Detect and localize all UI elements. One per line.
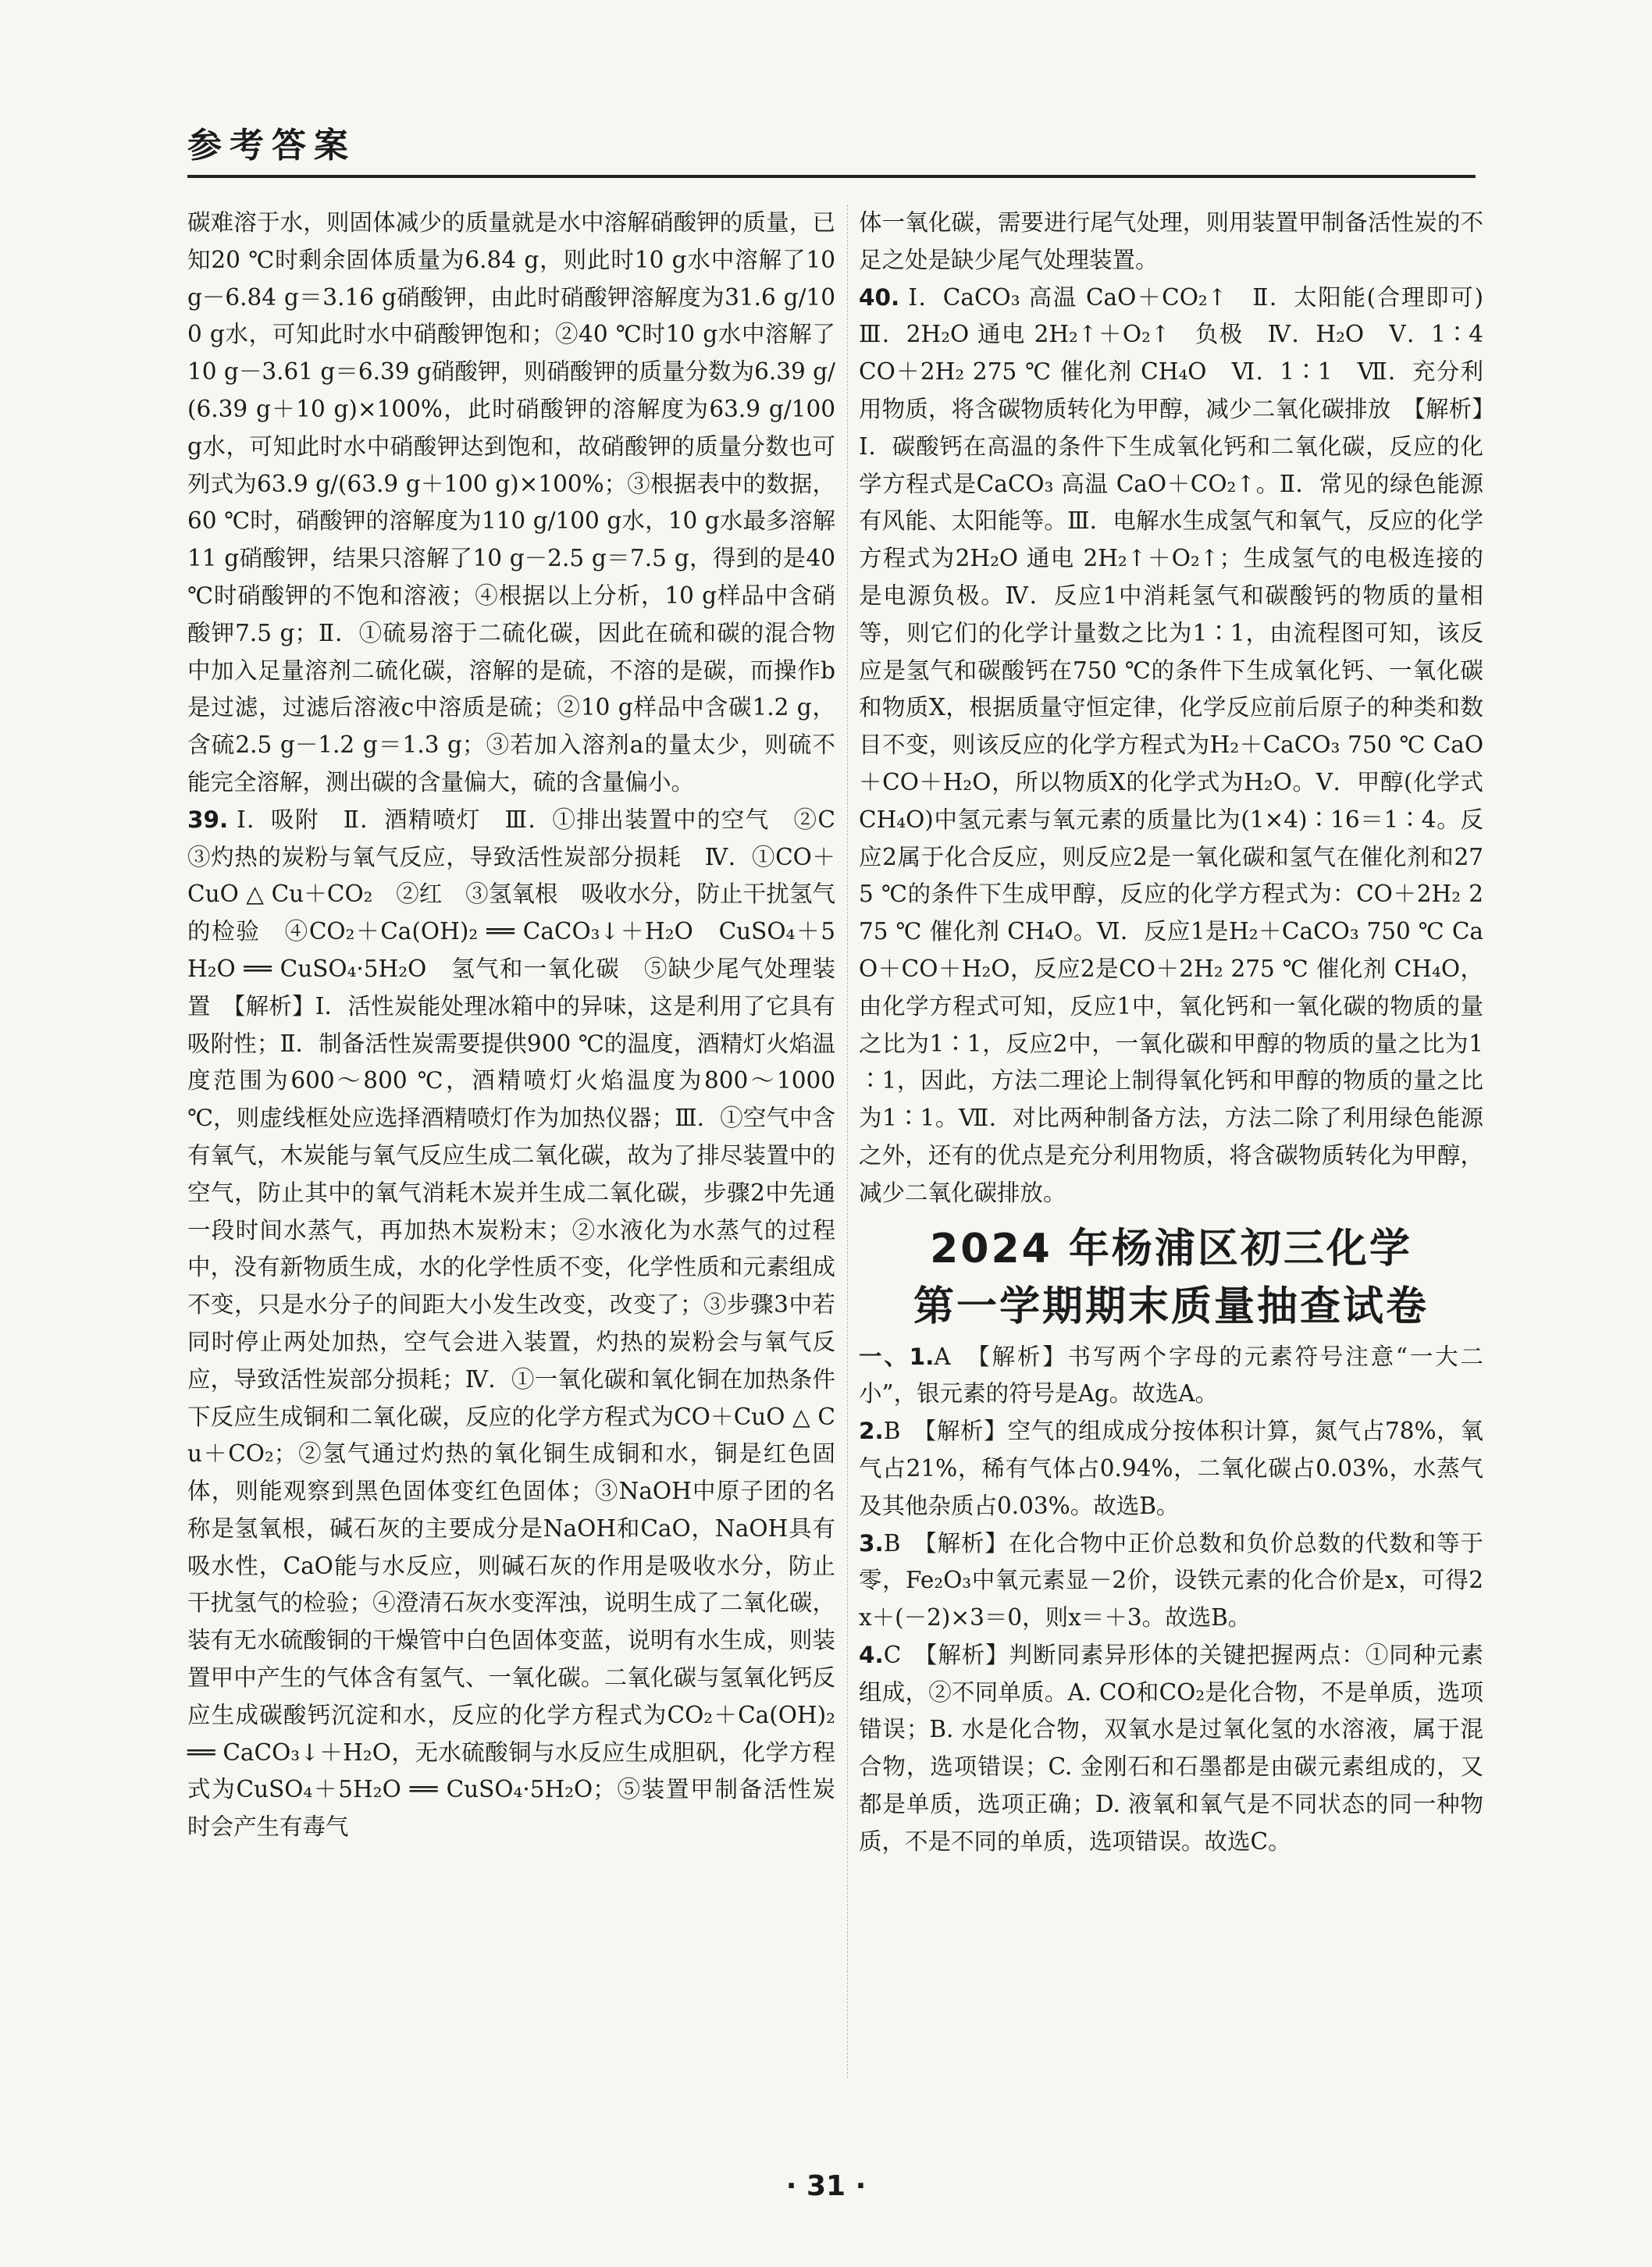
section-title-line-2: 第一学期期末质量抽查试卷: [913, 1283, 1429, 1330]
column-divider: [847, 205, 848, 2078]
question-number-2: 2.: [859, 1418, 884, 1445]
answer-39-continued: 体一氧化碳，需要进行尾气处理，则用装置甲制备活性炭的不足之处是缺少尾气处理装置。: [859, 209, 1483, 273]
answer-3-text: B 【解析】在化合物中正价总数和负价总数的代数和等于零，Fe₂O₃中氧元素显－2价，设铁元素的化合价是x，可得2x＋(－2)×3＝0，则x＝＋3。故选B。: [859, 1529, 1483, 1632]
question-number-3: 3.: [859, 1529, 884, 1557]
answer-2: [859, 1413, 1483, 1525]
question-number-39: 39.: [187, 806, 229, 833]
page-number: · 31 ·: [785, 2170, 867, 2202]
section-title-line-1: 2024 年杨浦区初三化学: [930, 1225, 1412, 1272]
question-number-1: 一、1.: [859, 1343, 935, 1370]
section-title: [859, 1220, 1483, 1336]
answer-38-continued: 碳难溶于水，则固体减少的质量就是水中溶解硝酸钾的质量，已知20 ℃时剩余固体质量为6.84 g，则此时10 g水中溶解了10 g－6.84 g＝3.16 g硝酸钾，由此时硝酸钾溶解度为31.6 g/100 g水，可知此时水中硝酸钾饱和；②40 ℃时10 g水中溶解了10 g－3.61 g＝6.39 g硝酸钾，则硝酸钾的质量分数为6.39 g/(6.39 g＋10 g)×100%，此时硝酸钾的溶解度为63.9 g/100 g水，可知此时水中硝酸钾达到饱和，故硝酸钾的质量分数也可列式为63.9 g/(63.9 g＋100 g)×100%；③根据表中的数据，60 ℃时，硝酸钾的溶解度为110 g/100 g水，10 g水最多溶解11 g硝酸钾，结果只溶解了10 g－2.5 g＝7.5 g，得到的是40 ℃时硝酸钾的不饱和溶液；④根据以上分析，10 g样品中含硝酸钾7.5 g；Ⅱ．①硫易溶于二硫化碳，因此在硫和碳的混合物中加入足量溶剂二硫化碳，溶解的是硫，不溶的是碳，而操作b是过滤，过滤后溶液c中溶质是硫；②10 g样品中含碳1.2 g，含硫2.5 g－1.2 g＝1.3 g；③若加入溶剂a的量太少，则硫不能完全溶解，测出碳的含量偏大，硫的含量偏小。: [187, 209, 835, 795]
left-column: [187, 205, 859, 2078]
answer-1-text: A 【解析】书写两个字母的元素符号注意“一大二小”，银元素的符号是Ag。故选A。: [859, 1343, 1484, 1408]
answer-3: [859, 1525, 1483, 1637]
question-number-40: 40.: [859, 283, 900, 311]
question-number-4: 4.: [859, 1641, 884, 1668]
answer-2-text: B 【解析】空气的组成成分按体积计算，氮气占78%，氧气占21%，稀有气体占0.94%，二氧化碳占0.03%，水蒸气及其他杂质占0.03%。故选B。: [859, 1418, 1483, 1519]
answer-1: [859, 1339, 1483, 1414]
answer-40: [859, 279, 1507, 1212]
answer-4: [859, 1637, 1483, 1861]
answer-40-text: Ⅰ．CaCO₃ 高温 CaO＋CO₂↑ Ⅱ．太阳能(合理即可) Ⅲ．2H₂O 通电 2H₂↑＋O₂↑ 负极 Ⅳ．H₂O Ⅴ．1∶4 CO＋2H₂ 275 ℃ 催化剂 CH₄O Ⅵ．1∶1 Ⅶ．充分利用物质，将含碳物质转化为甲醇，减少二氧化碳排放 【解析】Ⅰ．碳酸钙在高温的条件下生成氧化钙和二氧化碳，反应的化学方程式是CaCO₃ 高温 CaO＋CO₂↑。Ⅱ．常见的绿色能源有风能、太阳能等。Ⅲ．电解水生成氢气和氧气，反应的化学方程式为2H₂O 通电 2H₂↑＋O₂↑；生成氢气的电极连接的是电源负极。Ⅳ．反应1中消耗氢气和碳酸钙的物质的量相等，则它们的化学计量数之比为1∶1，由流程图可知，该反应是氢气和碳酸钙在750 ℃的条件下生成氧化钙、一氧化碳和物质X，根据质量守恒定律，化学反应前后原子的种类和数目不变，则该反应的化学方程式为H₂＋CaCO₃ 750 ℃ CaO＋CO＋H₂O，所以物质X的化学式为H₂O。Ⅴ．甲醇(化学式CH₄O)中氢元素与氧元素的质量比为(1×4)∶16＝1∶4。反应2属于化合反应，则反应2是一氧化碳和氢气在催化剂和275 ℃的条件下生成甲醇，反应的化学方程式为：CO＋2H₂ 275 ℃ 催化剂 CH₄O。Ⅵ．反应1是H₂＋CaCO₃ 750 ℃ CaO＋CO＋H₂O，反应2是CO＋2H₂ 275 ℃ 催化剂 CH₄O，由化学方程式可知，反应1中，氧化钙和一氧化碳的物质的量之比为1∶1，反应2中，一氧化碳和甲醇的物质的量之比为1∶1，因此，方法二理论上制得氧化钙和甲醇的物质的量之比为1∶1。Ⅶ．对比两种制备方法，方法二除了利用绿色能源之外，还有的优点是充分利用物质，将含碳物质转化为甲醇，减少二氧化碳排放。: [859, 283, 1507, 1206]
answer-39: [187, 802, 859, 1846]
header-rule: [187, 175, 1476, 178]
answer-4-text: C 【解析】判断同素异形体的关键把握两点：①同种元素组成，②不同单质。A. CO和CO₂是化合物，不是单质，选项错误；B. 水是化合物，双氧水是过氧化氢的水溶液，属于混合物，选项错误；C. 金刚石和石墨都是由碳元素组成的，又都是单质，选项正确；D. 液氧和氧气是不同状态的同一种物质，不是不同的单质，选项错误。故选C。: [859, 1641, 1483, 1855]
right-column: [859, 205, 1507, 2078]
answer-39-text: Ⅰ．吸附 Ⅱ．酒精喷灯 Ⅲ．①排出装置中的空气 ②C ③灼热的炭粉与氧气反应，导致活性炭部分损耗 Ⅳ．①CO＋CuO △ Cu＋CO₂ ②红 ③氢氧根 吸收水分，防止干扰氢气的检验 ④CO₂＋Ca(OH)₂ ══ CaCO₃↓＋H₂O CuSO₄＋5H₂O ══ CuSO₄·5H₂O 氢气和一氧化碳 ⑤缺少尾气处理装置 【解析】Ⅰ．活性炭能处理冰箱中的异味，这是利用了它具有吸附性；Ⅱ．制备活性炭需要提供900 ℃的温度，酒精灯火焰温度范围为600～800 ℃，酒精喷灯火焰温度为800～1000 ℃，则虚线框处应选择酒精喷灯作为加热仪器；Ⅲ．①空气中含有氧气，木炭能与氧气反应生成二氧化碳，故为了排尽装置中的空气，防止其中的氧气消耗木炭并生成二氧化碳，步骤2中先通一段时间水蒸气，再加热木炭粉末；②水液化为水蒸气的过程中，没有新物质生成，水的化学性质不变，化学性质和元素组成不变，只是水分子的间距大小发生改变，改变了；③步骤3中若同时停止两处加热，空气会进入装置，灼热的炭粉会与氧气反应，导致活性炭部分损耗；Ⅳ．①一氧化碳和氧化铜在加热条件下反应生成铜和二氧化碳，反应的化学方程式为CO＋CuO △ Cu＋CO₂；②氢气通过灼热的氧化铜生成铜和水，铜是红色固体，则能观察到黑色固体变红色固体；③NaOH中原子团的名称是氢氧根，碱石灰的主要成分是NaOH和CaO，NaOH具有吸水性，CaO能与水反应，则碱石灰的作用是吸收水分，防止干扰氢气的检验；④澄清石灰水变浑浊，说明生成了二氧化碳，装有无水硫酸铜的干燥管中白色固体变蓝，说明有水生成，则装置甲中产生的气体含有氢气、一氧化碳。二氧化碳与氢氧化钙反应生成碳酸钙沉淀和水，反应的化学方程式为CO₂＋Ca(OH)₂ ══ CaCO₃↓＋H₂O，无水硫酸铜与水反应生成胆矾，化学方程式为CuSO₄＋5H₂O ══ CuSO₄·5H₂O；⑤装置甲制备活性炭时会产生有毒气: [187, 806, 859, 1841]
page-header-title: 参考答案: [187, 126, 356, 165]
